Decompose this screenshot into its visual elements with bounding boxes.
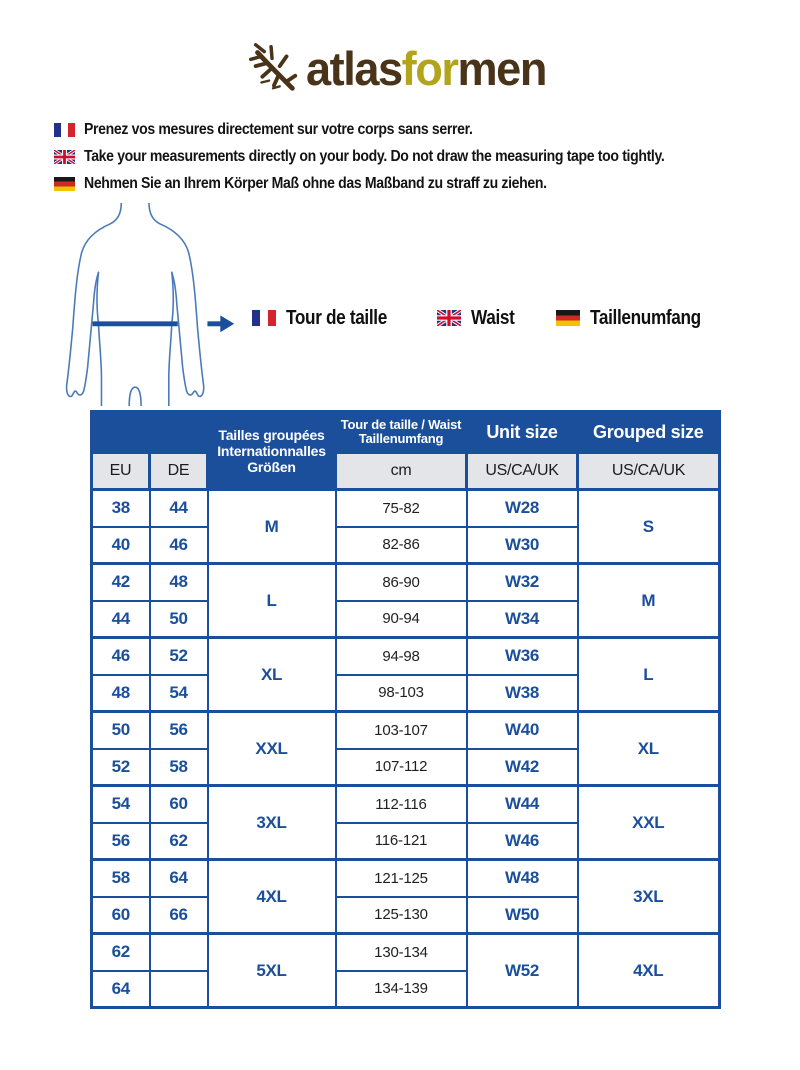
right-arrow-icon <box>207 315 234 332</box>
measure-label-en <box>437 307 522 330</box>
cell-international-size: XL <box>208 638 336 712</box>
measure-label-de <box>556 307 719 330</box>
size-table-body <box>92 490 720 1008</box>
cell-eu: 52 <box>92 749 150 786</box>
cell-unit-size: W46 <box>467 823 578 860</box>
cell-unit-size: W40 <box>467 712 578 749</box>
cell-waist-cm: 103-107 <box>336 712 467 749</box>
cell-waist-cm: 107-112 <box>336 749 467 786</box>
cell-de: 52 <box>150 638 208 675</box>
size-table-row <box>92 490 720 527</box>
cell-unit-size: W48 <box>467 860 578 897</box>
brand-logo <box>0 38 800 98</box>
cell-eu: 38 <box>92 490 150 527</box>
cell-de: 66 <box>150 897 208 934</box>
cell-unit-size: W36 <box>467 638 578 675</box>
size-table <box>90 410 721 1009</box>
cell-de: 46 <box>150 527 208 564</box>
united-kingdom-flag-icon <box>437 310 461 326</box>
header-int-line1: Tailles groupées <box>218 426 325 443</box>
cell-unit-size: W44 <box>467 786 578 823</box>
cell-waist-cm: 75-82 <box>336 490 467 527</box>
brand-mid: for <box>401 41 458 95</box>
header-international-sizes <box>208 412 336 490</box>
instruction-de <box>54 173 744 194</box>
cell-de <box>150 934 208 971</box>
cell-waist-cm: 98-103 <box>336 675 467 712</box>
cell-grouped-size: XXL <box>578 786 720 860</box>
brand-suffix: men <box>457 41 546 95</box>
cell-unit-size: W32 <box>467 564 578 601</box>
cell-eu: 46 <box>92 638 150 675</box>
cell-eu: 54 <box>92 786 150 823</box>
germany-flag-icon <box>556 310 580 326</box>
measurement-labels-row <box>252 302 719 334</box>
measurement-instructions <box>54 119 744 194</box>
cell-eu: 62 <box>92 934 150 971</box>
header-unit-size-sub: US/CA/UK <box>467 453 578 490</box>
cell-eu: 58 <box>92 860 150 897</box>
france-flag-icon <box>252 310 276 326</box>
cell-grouped-size: 3XL <box>578 860 720 934</box>
cell-international-size: L <box>208 564 336 638</box>
header-int-line2: Internationnalles <box>217 442 326 459</box>
cell-eu: 42 <box>92 564 150 601</box>
measure-label-text-de: Taillenumfang <box>590 306 701 329</box>
header-unit-size: Unit size <box>467 412 578 453</box>
cell-waist-cm: 86-90 <box>336 564 467 601</box>
cell-unit-size: W38 <box>467 675 578 712</box>
cell-waist-cm: 130-134 <box>336 934 467 971</box>
cell-international-size: XXL <box>208 712 336 786</box>
cell-de: 44 <box>150 490 208 527</box>
header-waist-line2: Taillenumfang <box>358 431 444 446</box>
instruction-fr <box>54 119 744 140</box>
cell-grouped-size: M <box>578 564 720 638</box>
size-table-row <box>92 860 720 897</box>
cell-unit-size: W28 <box>467 490 578 527</box>
size-table-row <box>92 934 720 971</box>
cell-waist-cm: 125-130 <box>336 897 467 934</box>
header-waist <box>336 412 467 453</box>
cell-waist-cm: 134-139 <box>336 971 467 1008</box>
cell-grouped-size: 4XL <box>578 934 720 1008</box>
cell-international-size: M <box>208 490 336 564</box>
header-grouped-size: Grouped size <box>578 412 720 453</box>
united-kingdom-flag-icon <box>54 150 75 164</box>
body-waist-diagram <box>60 203 238 406</box>
cell-grouped-size: L <box>578 638 720 712</box>
cell-unit-size: W30 <box>467 527 578 564</box>
cell-de: 54 <box>150 675 208 712</box>
cell-unit-size: W52 <box>467 934 578 1008</box>
measure-label-text-en: Waist <box>471 306 515 329</box>
cell-grouped-size: S <box>578 490 720 564</box>
cell-eu: 48 <box>92 675 150 712</box>
instruction-text-de: Nehmen Sie an Ihrem Körper Maß ohne das Maßband zu straff zu ziehen. <box>84 174 547 192</box>
cell-eu: 56 <box>92 823 150 860</box>
cell-waist-cm: 90-94 <box>336 601 467 638</box>
header-eu: EU <box>92 453 150 490</box>
cell-waist-cm: 112-116 <box>336 786 467 823</box>
header-cm: cm <box>336 453 467 490</box>
size-table-row <box>92 786 720 823</box>
cell-international-size: 4XL <box>208 860 336 934</box>
cell-eu: 60 <box>92 897 150 934</box>
twig-branch-icon <box>244 38 302 98</box>
cell-de: 64 <box>150 860 208 897</box>
cell-waist-cm: 94-98 <box>336 638 467 675</box>
france-flag-icon <box>54 123 75 137</box>
cell-unit-size: W34 <box>467 601 578 638</box>
cell-de: 56 <box>150 712 208 749</box>
cell-waist-cm: 82-86 <box>336 527 467 564</box>
cell-international-size: 5XL <box>208 934 336 1008</box>
cell-de: 50 <box>150 601 208 638</box>
instruction-text-en: Take your measurements directly on your body. Do not draw the measuring tape too tightly. <box>84 147 665 165</box>
size-table-row <box>92 638 720 675</box>
cell-eu: 44 <box>92 601 150 638</box>
cell-de <box>150 971 208 1008</box>
cell-waist-cm: 116-121 <box>336 823 467 860</box>
header-int-line3: Größen <box>247 458 296 475</box>
size-table-header <box>92 412 720 490</box>
cell-unit-size: W50 <box>467 897 578 934</box>
cell-eu: 40 <box>92 527 150 564</box>
instruction-text-fr: Prenez vos mesures directement sur votre corps sans serrer. <box>84 120 473 138</box>
cell-de: 62 <box>150 823 208 860</box>
cell-waist-cm: 121-125 <box>336 860 467 897</box>
cell-eu: 50 <box>92 712 150 749</box>
header-eu-de-spacer <box>92 412 208 453</box>
instruction-en <box>54 146 744 167</box>
cell-grouped-size: XL <box>578 712 720 786</box>
cell-unit-size: W42 <box>467 749 578 786</box>
header-waist-line1: Tour de taille / Waist <box>340 416 462 432</box>
brand-wordmark <box>306 41 546 96</box>
cell-international-size: 3XL <box>208 786 336 860</box>
header-de: DE <box>150 453 208 490</box>
header-grouped-size-sub: US/CA/UK <box>578 453 720 490</box>
measure-label-text-fr: Tour de taille <box>286 306 387 329</box>
cell-de: 48 <box>150 564 208 601</box>
brand-prefix: atlas <box>306 41 402 95</box>
cell-de: 60 <box>150 786 208 823</box>
size-table-row <box>92 712 720 749</box>
size-table-row <box>92 564 720 601</box>
cell-eu: 64 <box>92 971 150 1008</box>
cell-de: 58 <box>150 749 208 786</box>
germany-flag-icon <box>54 177 75 191</box>
measure-label-fr <box>252 307 403 330</box>
